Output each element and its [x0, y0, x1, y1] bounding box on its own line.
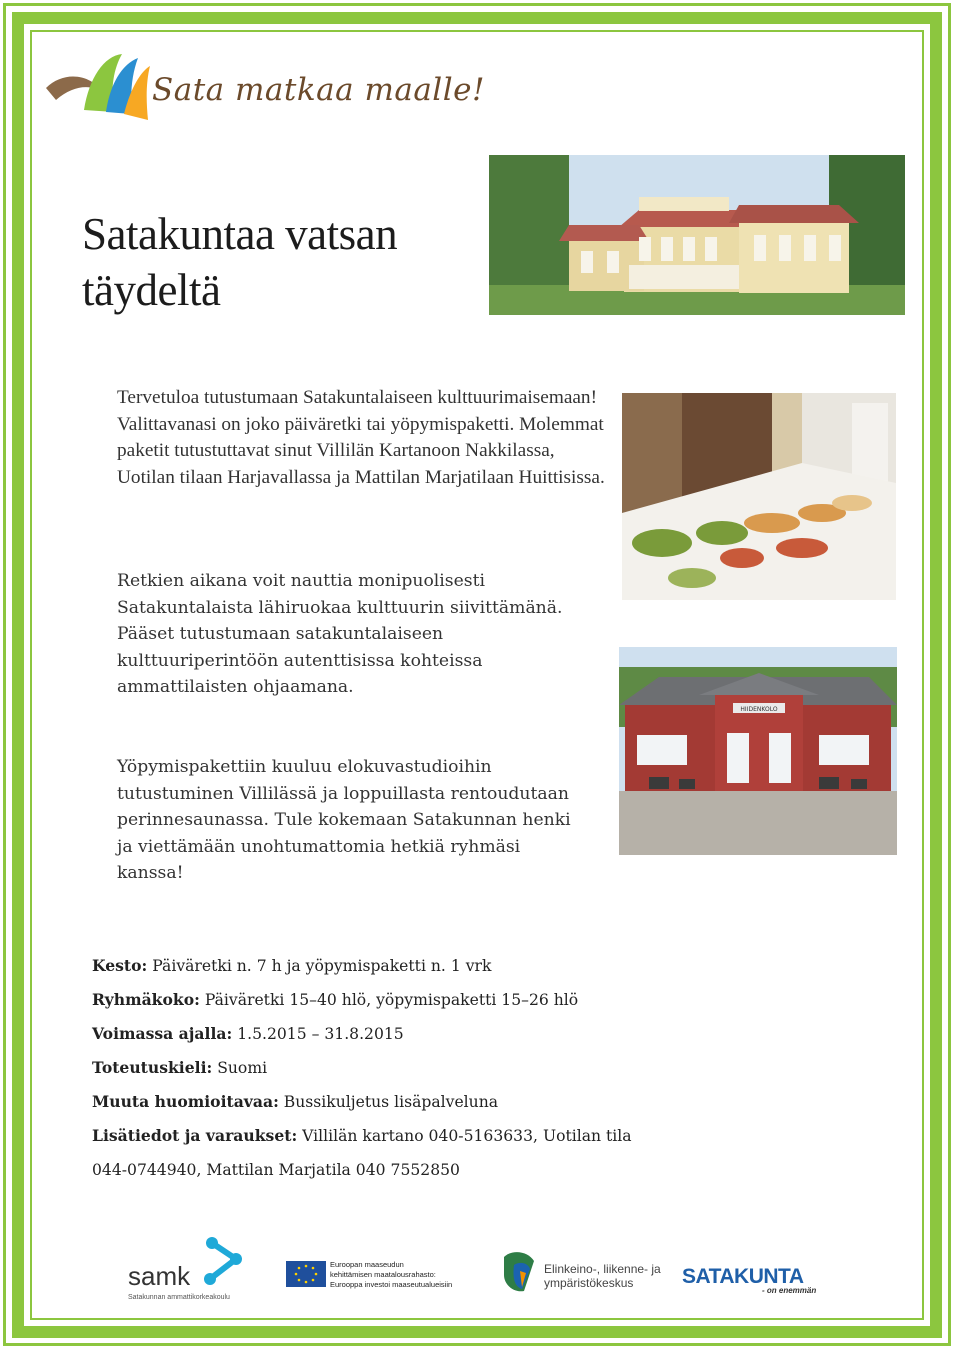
fact-group-size: Ryhmäkoko: Päiväretki 15–40 hlö, yöpymispaketti 15–26 hlö: [92, 990, 579, 1009]
svg-text:- on enemmän: - on enemmän: [762, 1286, 817, 1295]
intro-paragraph: Tervetuloa tutustumaan Satakuntalaiseen kulttuurimaisemaan! Valittavanasi on joko päiväretki tai yöpymispaketti. Molemmat paketit tutustuttavat sinut Villilän Kartanoon Nakkilassa, Uotilan tilaan Harjavallassa ja Mattilan Marjatilaan Huittisissa.: [117, 387, 605, 488]
manor-photo: [489, 155, 905, 315]
fact-notes: Muuta huomioitavaa: Bussikuljetus lisäpalveluna: [92, 1092, 499, 1111]
buffet-photo: [622, 393, 896, 600]
page-title: [82, 206, 462, 318]
eu-logo: [286, 1260, 452, 1289]
restaurant-photo: [619, 647, 897, 855]
ely-keskus-logo: [504, 1252, 661, 1291]
title-line-1: Satakuntaa vatsan: [82, 209, 398, 259]
fact-contact-continued: 044-0744940, Mattilan Marjatila 040 7552850: [92, 1161, 460, 1179]
restaurant-sign: HIIDENKOLO: [740, 706, 778, 713]
svg-text:Euroopan maaseudun: Euroopan maaseudun: [330, 1260, 404, 1269]
fact-contact: Lisätiedot ja varaukset: Villilän kartano 040-5163633, Uotilan tila: [92, 1126, 632, 1145]
fact-valid-period: Voimassa ajalla: 1.5.2015 – 31.8.2015: [92, 1024, 404, 1043]
svg-text:Satakunnan ammattikorkeakoulu: Satakunnan ammattikorkeakoulu: [128, 1294, 230, 1301]
samk-logo: [128, 1237, 242, 1301]
svg-text:SATAKUNTA: SATAKUNTA: [682, 1265, 804, 1288]
svg-text:samk: samk: [128, 1261, 191, 1291]
svg-text:kehittämisen maatalousrahasto:: kehittämisen maatalousrahasto:: [330, 1270, 436, 1279]
fact-duration: Kesto: Päiväretki n. 7 h ja yöpymispaketti n. 1 vrk: [92, 956, 492, 975]
fact-language: Toteutuskieli: Suomi: [92, 1058, 268, 1077]
overnight-paragraph: Yöpymispakettiin kuuluu elokuvastudioihin tutustuminen Villilässä ja loppuillasta rentoudutaan perinnesaunassa. Tule kokemaan Satakunnan henki ja viettämään unohtumattomia hetkiä ryhmäsi kanssa!: [117, 757, 571, 883]
sponsor-logos: [0, 1235, 960, 1305]
logo-slogan: Sata matkaa maalle!: [152, 72, 485, 108]
svg-text:Eurooppa investoi maaseutualue: Eurooppa investoi maaseutualueisiin: [330, 1280, 453, 1289]
svg-text:Elinkeino-, liikenne- ja: Elinkeino-, liikenne- ja: [544, 1262, 661, 1276]
local-food-paragraph: Retkien aikana voit nauttia monipuolisesti Satakuntalaista lähiruokaa kulttuurin siivittämänä. Pääset tutustumaan satakuntalaiseen kulttuuriperintöön autenttisissa kohteissa ammattilaisten ohjaamana.: [117, 571, 563, 697]
svg-text:ympäristökeskus: ympäristökeskus: [544, 1276, 634, 1290]
trip-details: [92, 952, 792, 1190]
satakunta-logo: [682, 1265, 816, 1295]
title-line-2: täydeltä: [82, 265, 221, 315]
